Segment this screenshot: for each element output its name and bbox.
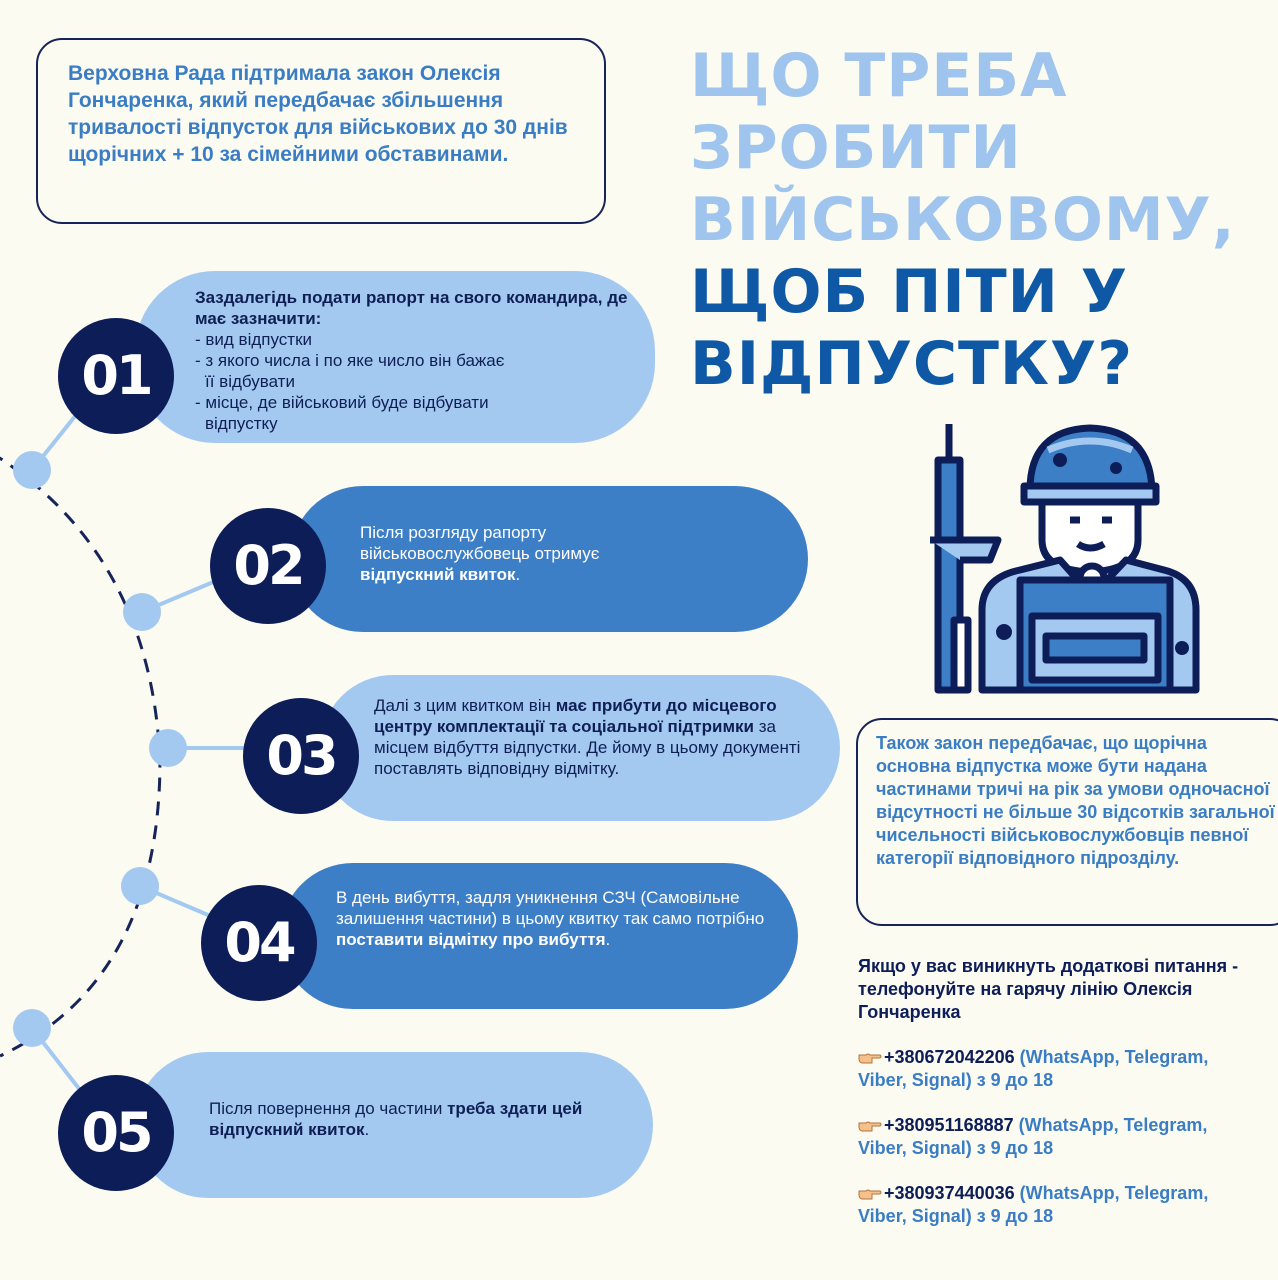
step-card — [135, 271, 655, 443]
step-text: В день вибуття, задля уникнення СЗЧ (Самовільне залишення частини) в цьому квитку так само потрібно — [336, 888, 765, 928]
timeline-dot — [13, 451, 51, 489]
step-text-end: . — [515, 565, 521, 584]
step-bullet: її відбувати — [205, 372, 295, 391]
phone-number[interactable]: +380951168887 — [884, 1115, 1014, 1135]
step-card — [290, 486, 808, 632]
step-text-end: . — [364, 1120, 370, 1139]
step-text-bold: поставити відмітку про вибуття — [336, 930, 606, 949]
phone-note: (WhatsApp, Telegram, Viber, Signal) з 9 до 18 — [858, 1115, 1208, 1158]
step-text-end: . — [605, 930, 611, 949]
step-text: Далі з цим квитком він — [374, 696, 556, 715]
title-line: ЗРОБИТИ — [690, 113, 1022, 183]
step-text-bold: треба здати цей відпускний квиток — [209, 1099, 583, 1139]
step-bullet: - вид відпустки — [195, 330, 313, 349]
step-bullet: - з якого числа і по яке число він бажає — [195, 351, 505, 370]
intro-text: Верховна Рада підтримала закон Олексія Гончаренка, який передбачає збільшення тривалості відпусток для військових до 30 днів щорічних + 10 за сімейними обставинами. — [68, 62, 568, 166]
phone-number[interactable]: +380672042206 — [884, 1047, 1015, 1067]
phone-entry[interactable] — [858, 1182, 1258, 1228]
step-number: 02 — [210, 508, 326, 624]
timeline-dot — [149, 729, 187, 767]
title-line: ЩО ТРЕБА — [690, 41, 1068, 111]
soldier-icon — [920, 420, 1200, 700]
phone-note: (WhatsApp, Telegram, Viber, Signal) з 9 до 18 — [858, 1183, 1209, 1226]
step-text: Після розгляду рапорту військовослужбовець отримує — [360, 523, 600, 563]
page-title — [690, 40, 1270, 400]
title-line: ЩОБ ПІТИ У — [690, 257, 1128, 327]
timeline-dot — [123, 593, 161, 631]
step-heading: Заздалегідь подати рапорт на свого командира, де має зазначити: — [195, 288, 628, 328]
contact-section — [858, 955, 1258, 1228]
info-box — [856, 718, 1278, 926]
step-card — [320, 675, 840, 821]
step-card — [280, 863, 798, 1009]
step-bullet: - місце, де військовий буде відбувати — [195, 393, 489, 412]
step-number: 01 — [58, 318, 174, 434]
step-bullet: відпустку — [205, 414, 278, 433]
phone-entry[interactable] — [858, 1046, 1258, 1092]
title-line: ВІДПУСТКУ? — [690, 329, 1134, 399]
step-number: 05 — [58, 1075, 174, 1191]
pointing-hand-icon — [858, 1051, 882, 1065]
contact-heading: Якщо у вас виникнуть додаткові питання - телефонуйте на гарячу лінію Олексія Гончаренка — [858, 956, 1239, 1022]
phone-entry[interactable] — [858, 1114, 1258, 1160]
timeline-dot — [13, 1009, 51, 1047]
title-line: ВІЙСЬКОВОМУ, — [690, 185, 1236, 255]
step-card — [135, 1052, 653, 1198]
intro-box — [36, 38, 606, 224]
timeline-dot — [121, 867, 159, 905]
pointing-hand-icon — [858, 1187, 882, 1201]
step-number: 03 — [243, 698, 359, 814]
step-text-bold: має прибути до місцевого центру комплектації та соціальної підтримки — [374, 696, 777, 736]
step-text-end: за місцем відбуття відпустки. Де йому в цьому документі поставлять відповідну відмітку. — [374, 717, 801, 778]
step-text: Після повернення до частини — [209, 1099, 448, 1118]
step-number: 04 — [201, 885, 317, 1001]
step-text-bold: відпускний квиток — [360, 565, 516, 584]
phone-number[interactable]: +380937440036 — [884, 1183, 1015, 1203]
pointing-hand-icon — [858, 1119, 882, 1133]
info-text: Також закон передбачає, що щорічна основна відпустка може бути надана частинами тричі на рік за умови одночасної відсутності не більше 30 відсотків загальної чисельності військовослужбовців певної категорії відповідного підрозділу. — [876, 733, 1275, 868]
phone-note: (WhatsApp, Telegram, Viber, Signal) з 9 до 18 — [858, 1047, 1209, 1090]
